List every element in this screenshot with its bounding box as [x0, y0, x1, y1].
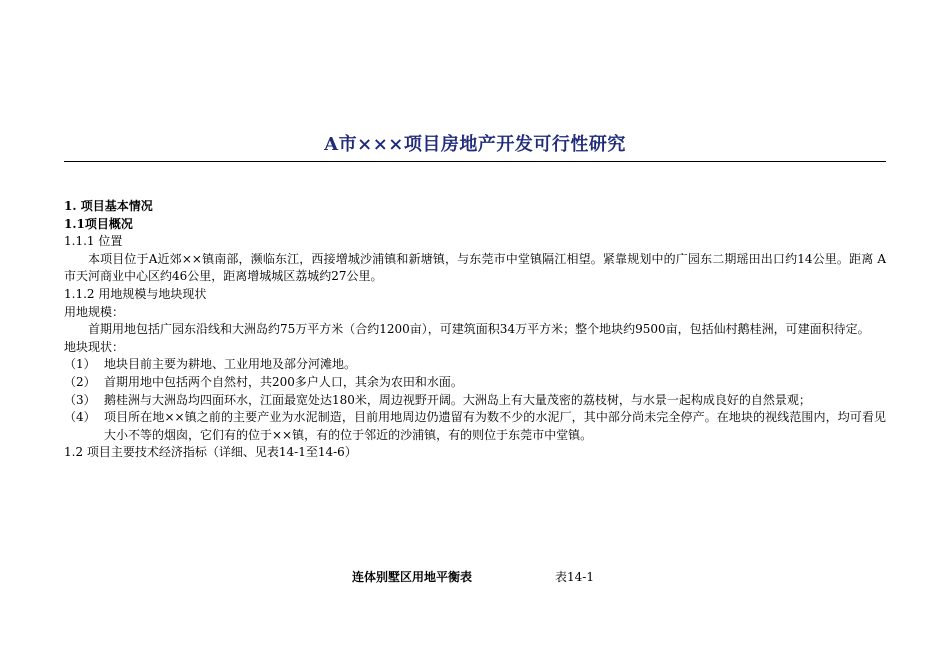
scale-label: 用地规模：	[64, 304, 125, 319]
heading-section-1-1-2: 1.1.2 用地规模与地块现状	[64, 286, 207, 301]
status-item	[64, 409, 886, 444]
document-title: A市×××项目房地产开发可行性研究	[324, 134, 626, 155]
status-item-number: （1）	[64, 357, 96, 372]
heading-section-1-2: 1.2 项目主要技术经济指标（详细、见表14-1至14-6）	[64, 445, 357, 460]
status-label: 地块现状：	[64, 339, 125, 354]
status-item-number: （4）	[64, 410, 96, 425]
title-divider	[64, 161, 886, 162]
scale-paragraph: 首期用地包括广园东沿线和大洲岛约75万平方米（合约1200亩），可建筑面积34万平方米；整个地块约9500亩，包括仙村鹅桂洲，可建面积待定。	[88, 322, 870, 337]
heading-section-1: 1. 项目基本情况	[64, 199, 153, 213]
status-item-text: 首期用地中包括两个自然村，共200多户人口，其余为农田和水面。	[104, 374, 463, 389]
status-item	[64, 356, 886, 374]
table-title: 连体别墅区用地平衡表	[352, 570, 473, 584]
status-item-text: 项目所在地××镇之前的主要产业为水泥制造，目前用地周边仍遗留有为数不少的水泥厂，其中部分尚未完全停产。在地块的视线范围内，均可看见大小不等的烟囱，它们有的位于××镇，有的位于邻近的沙浦镇，有的则位于东莞市中堂镇。	[104, 410, 886, 442]
table-number: 表14-1	[555, 570, 594, 584]
status-item-text: 地块目前主要为耕地、工业用地及部分河滩地。	[104, 357, 357, 372]
status-item-text: 鹅桂洲与大洲岛均四面环水，江面最宽处达180米，周边视野开阔。大洲岛上有大量茂密的荔枝树，与水景一起构成良好的自然景观；	[104, 392, 811, 407]
status-item	[64, 392, 886, 410]
status-item-number: （3）	[64, 392, 96, 407]
status-item	[64, 374, 886, 392]
heading-section-1-1: 1.1项目概况	[64, 216, 133, 231]
heading-section-1-1-1: 1.1.1 位置	[64, 234, 123, 249]
document-body	[64, 198, 886, 462]
status-item-number: （2）	[64, 374, 96, 389]
location-paragraph: 本项目位于A近郊××镇南部，濒临东江，西接增城沙浦镇和新塘镇，与东莞市中堂镇隔江相望。紧靠规划中的广园东二期瑶田出口约14公里。距离 A市天河商业中心区约46公里，距离增城城区荔城约27公里。	[64, 251, 886, 284]
